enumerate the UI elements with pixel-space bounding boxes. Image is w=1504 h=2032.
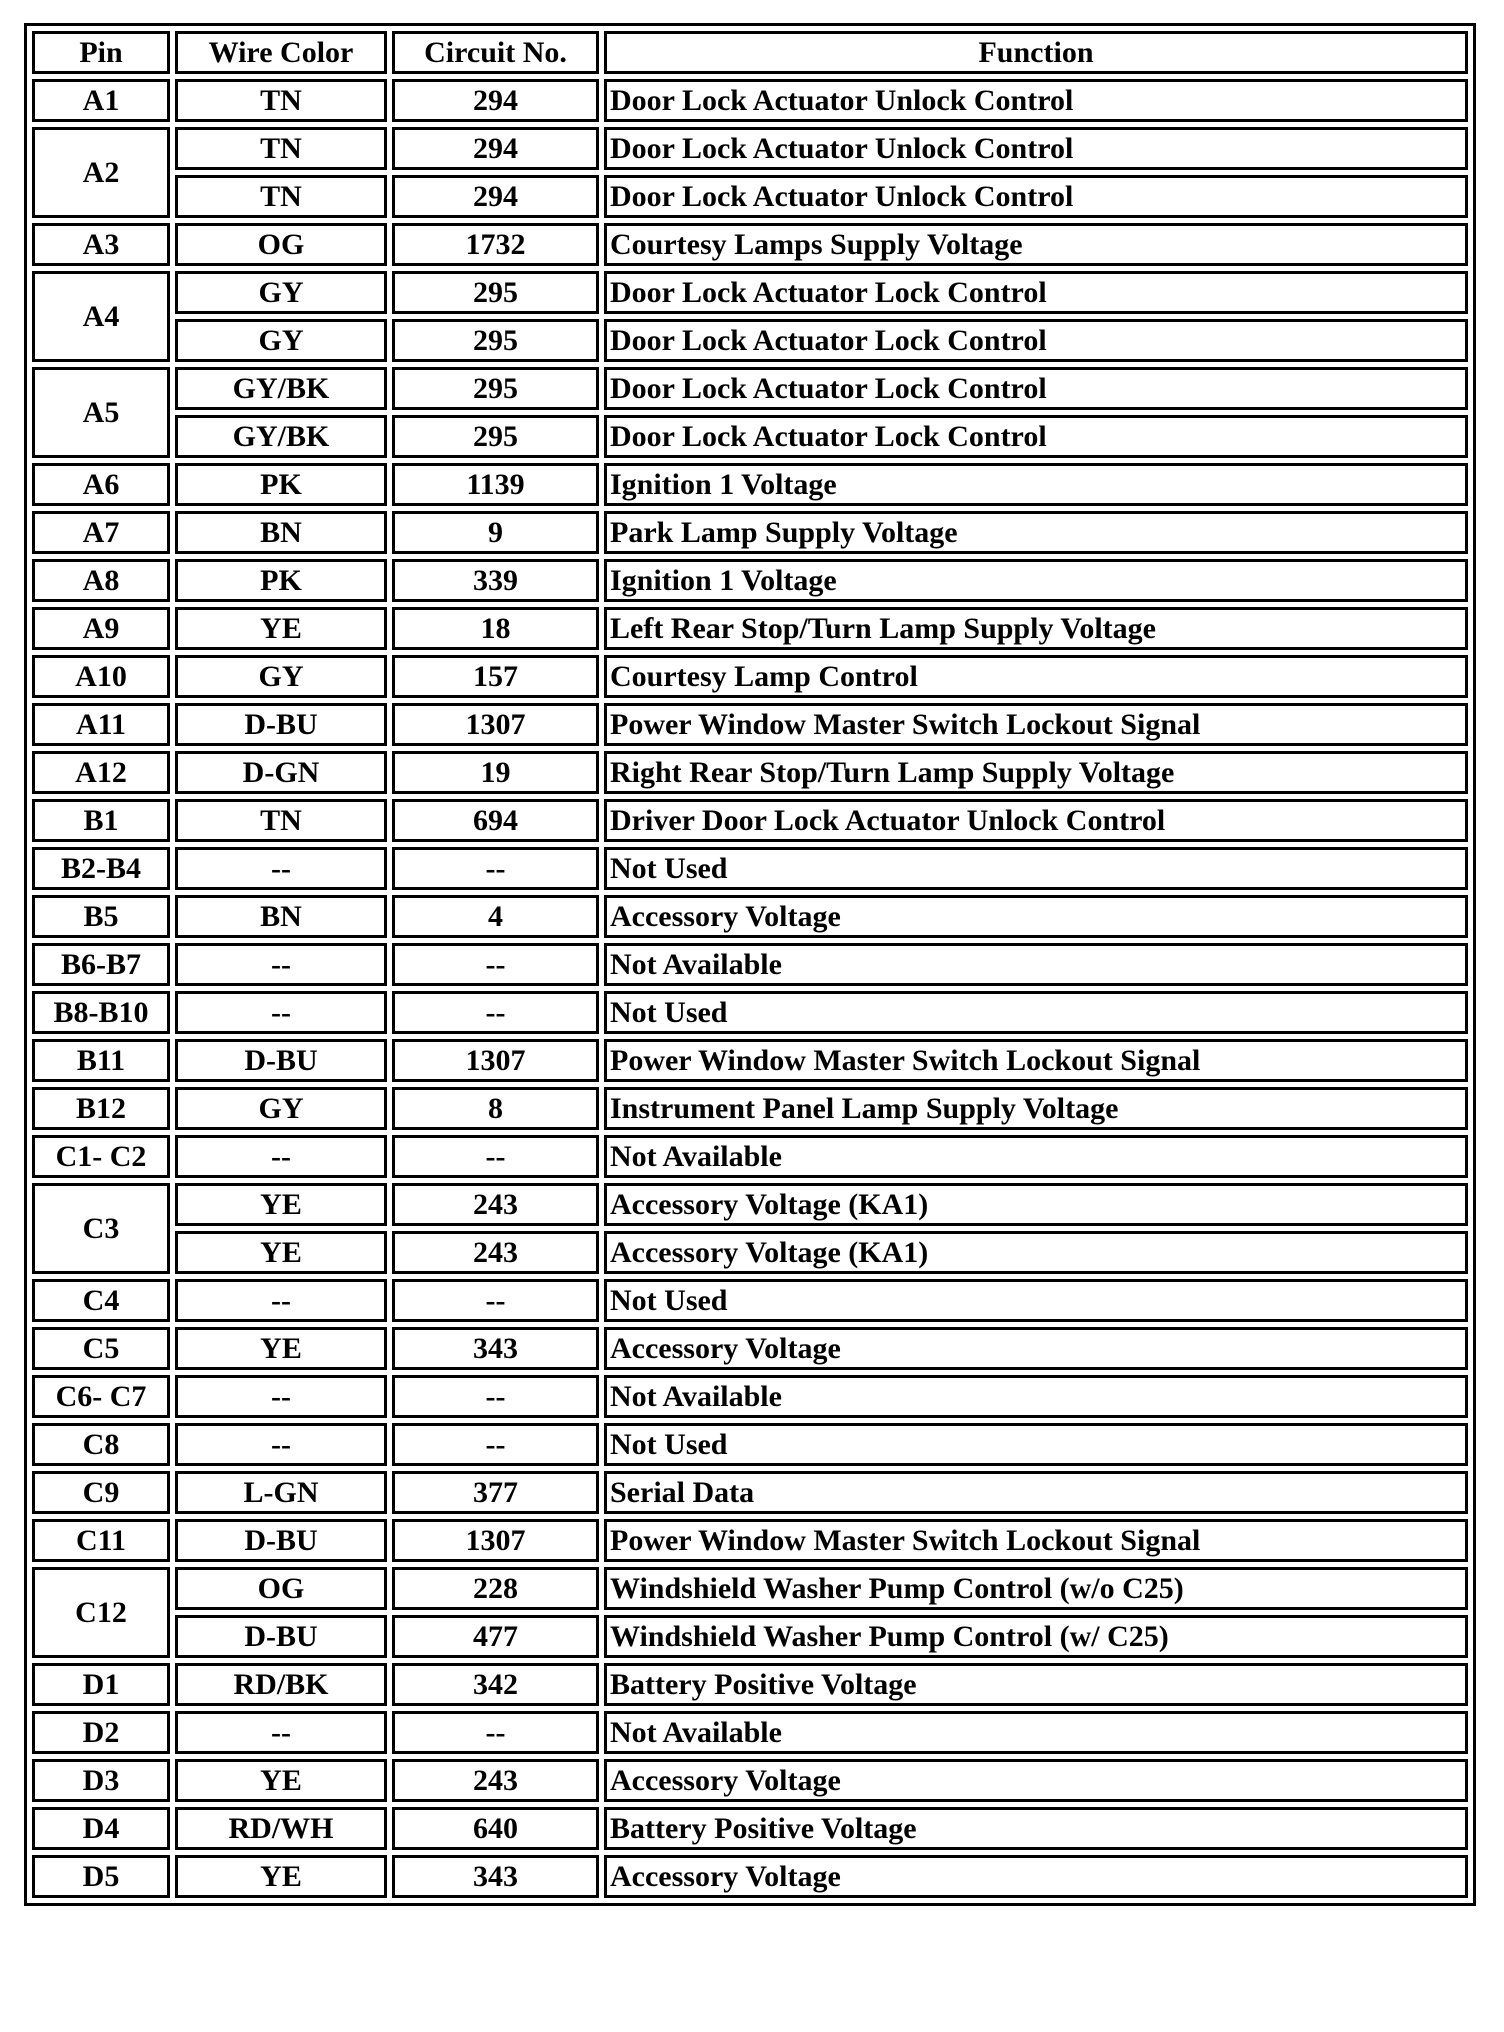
- circuit-no-cell: 343: [392, 1855, 599, 1898]
- function-cell: Not Used: [604, 991, 1468, 1034]
- pin-cell: A10: [32, 655, 170, 698]
- wire-color-cell: TN: [175, 79, 387, 122]
- wire-color-cell: --: [175, 943, 387, 986]
- wire-color-cell: OG: [175, 223, 387, 266]
- circuit-no-cell: 19: [392, 751, 599, 794]
- table-row: [32, 1087, 1468, 1130]
- table-row: [32, 1375, 1468, 1418]
- table-row: [32, 1327, 1468, 1370]
- header-wire-color: Wire Color: [175, 31, 387, 74]
- table-row: [32, 1663, 1468, 1706]
- function-cell: Door Lock Actuator Lock Control: [604, 319, 1468, 362]
- function-cell: Door Lock Actuator Unlock Control: [604, 175, 1468, 218]
- circuit-no-cell: 295: [392, 367, 599, 410]
- table-row: [32, 1231, 1468, 1274]
- function-cell: Power Window Master Switch Lockout Signal: [604, 703, 1468, 746]
- table-row: [32, 223, 1468, 266]
- wire-color-cell: RD/WH: [175, 1807, 387, 1850]
- circuit-no-cell: --: [392, 1135, 599, 1178]
- function-cell: Left Rear Stop/Turn Lamp Supply Voltage: [604, 607, 1468, 650]
- function-cell: Instrument Panel Lamp Supply Voltage: [604, 1087, 1468, 1130]
- function-cell: Door Lock Actuator Lock Control: [604, 367, 1468, 410]
- pin-cell: B11: [32, 1039, 170, 1082]
- wire-color-cell: --: [175, 1423, 387, 1466]
- circuit-no-cell: 1139: [392, 463, 599, 506]
- pin-cell: C1- C2: [32, 1135, 170, 1178]
- wire-color-cell: GY/BK: [175, 415, 387, 458]
- pin-cell: C8: [32, 1423, 170, 1466]
- circuit-no-cell: --: [392, 1423, 599, 1466]
- pin-cell: C9: [32, 1471, 170, 1514]
- circuit-no-cell: --: [392, 943, 599, 986]
- wire-color-cell: GY: [175, 271, 387, 314]
- wire-color-cell: BN: [175, 895, 387, 938]
- function-cell: Right Rear Stop/Turn Lamp Supply Voltage: [604, 751, 1468, 794]
- pin-cell: A12: [32, 751, 170, 794]
- table-row: [32, 847, 1468, 890]
- pin-cell: C3: [32, 1183, 170, 1274]
- pin-cell: A9: [32, 607, 170, 650]
- wire-color-cell: YE: [175, 1855, 387, 1898]
- wire-color-cell: GY: [175, 319, 387, 362]
- circuit-no-cell: 295: [392, 415, 599, 458]
- function-cell: Not Used: [604, 847, 1468, 890]
- table-row: [32, 1423, 1468, 1466]
- circuit-no-cell: 18: [392, 607, 599, 650]
- circuit-no-cell: 243: [392, 1183, 599, 1226]
- function-cell: Windshield Washer Pump Control (w/ C25): [604, 1615, 1468, 1658]
- table-row: [32, 367, 1468, 410]
- wire-color-cell: YE: [175, 607, 387, 650]
- circuit-no-cell: --: [392, 1711, 599, 1754]
- circuit-no-cell: 295: [392, 271, 599, 314]
- wire-color-cell: PK: [175, 559, 387, 602]
- wire-color-cell: D-BU: [175, 1039, 387, 1082]
- pin-cell: B1: [32, 799, 170, 842]
- wire-color-cell: YE: [175, 1759, 387, 1802]
- pin-cell: C4: [32, 1279, 170, 1322]
- circuit-no-cell: 342: [392, 1663, 599, 1706]
- wire-color-cell: PK: [175, 463, 387, 506]
- table-row: [32, 1711, 1468, 1754]
- wire-color-cell: GY/BK: [175, 367, 387, 410]
- wire-color-cell: YE: [175, 1327, 387, 1370]
- function-cell: Accessory Voltage: [604, 1759, 1468, 1802]
- wire-color-cell: BN: [175, 511, 387, 554]
- circuit-no-cell: 339: [392, 559, 599, 602]
- wire-color-cell: TN: [175, 127, 387, 170]
- wire-color-cell: D-BU: [175, 1519, 387, 1562]
- circuit-no-cell: --: [392, 991, 599, 1034]
- circuit-no-cell: 294: [392, 175, 599, 218]
- circuit-no-cell: --: [392, 1279, 599, 1322]
- table-row: [32, 127, 1468, 170]
- wire-color-cell: --: [175, 847, 387, 890]
- table-row: [32, 703, 1468, 746]
- wire-color-cell: --: [175, 991, 387, 1034]
- pin-cell: A2: [32, 127, 170, 218]
- pin-cell: A5: [32, 367, 170, 458]
- table-row: [32, 1855, 1468, 1898]
- table-row: [32, 895, 1468, 938]
- circuit-no-cell: 294: [392, 127, 599, 170]
- wire-color-cell: --: [175, 1375, 387, 1418]
- table-row: [32, 319, 1468, 362]
- pin-cell: C11: [32, 1519, 170, 1562]
- pin-cell: D2: [32, 1711, 170, 1754]
- function-cell: Door Lock Actuator Unlock Control: [604, 127, 1468, 170]
- table-row: [32, 559, 1468, 602]
- pin-cell: B2-B4: [32, 847, 170, 890]
- table-row: [32, 1807, 1468, 1850]
- wire-color-cell: D-BU: [175, 1615, 387, 1658]
- circuit-no-cell: 377: [392, 1471, 599, 1514]
- circuit-no-cell: 9: [392, 511, 599, 554]
- circuit-no-cell: 1307: [392, 1519, 599, 1562]
- circuit-no-cell: 477: [392, 1615, 599, 1658]
- table-row: [32, 1039, 1468, 1082]
- pin-cell: A7: [32, 511, 170, 554]
- function-cell: Not Used: [604, 1423, 1468, 1466]
- wire-color-cell: TN: [175, 799, 387, 842]
- circuit-no-cell: 1732: [392, 223, 599, 266]
- function-cell: Courtesy Lamps Supply Voltage: [604, 223, 1468, 266]
- function-cell: Courtesy Lamp Control: [604, 655, 1468, 698]
- function-cell: Battery Positive Voltage: [604, 1663, 1468, 1706]
- function-cell: Door Lock Actuator Unlock Control: [604, 79, 1468, 122]
- pin-cell: C5: [32, 1327, 170, 1370]
- pin-cell: D5: [32, 1855, 170, 1898]
- wire-color-cell: D-GN: [175, 751, 387, 794]
- pin-cell: B5: [32, 895, 170, 938]
- table-row: [32, 799, 1468, 842]
- table-row: [32, 991, 1468, 1034]
- pin-cell: D1: [32, 1663, 170, 1706]
- table-row: [32, 1519, 1468, 1562]
- function-cell: Battery Positive Voltage: [604, 1807, 1468, 1850]
- table-header: [32, 31, 1468, 74]
- function-cell: Not Available: [604, 1135, 1468, 1178]
- function-cell: Driver Door Lock Actuator Unlock Control: [604, 799, 1468, 842]
- wire-color-cell: L-GN: [175, 1471, 387, 1514]
- table-row: [32, 607, 1468, 650]
- circuit-no-cell: 243: [392, 1759, 599, 1802]
- table-row: [32, 1567, 1468, 1610]
- table-row: [32, 943, 1468, 986]
- circuit-no-cell: 157: [392, 655, 599, 698]
- circuit-no-cell: 4: [392, 895, 599, 938]
- table-row: [32, 463, 1468, 506]
- circuit-no-cell: 295: [392, 319, 599, 362]
- function-cell: Accessory Voltage: [604, 1855, 1468, 1898]
- table-row: [32, 175, 1468, 218]
- circuit-no-cell: 1307: [392, 1039, 599, 1082]
- header-circuit-no: Circuit No.: [392, 31, 599, 74]
- table-row: [32, 1471, 1468, 1514]
- pin-cell: C12: [32, 1567, 170, 1658]
- table-row: [32, 1279, 1468, 1322]
- pin-cell: A8: [32, 559, 170, 602]
- function-cell: Door Lock Actuator Lock Control: [604, 415, 1468, 458]
- pin-cell: A4: [32, 271, 170, 362]
- pin-cell: C6- C7: [32, 1375, 170, 1418]
- table-row: [32, 1135, 1468, 1178]
- circuit-no-cell: 343: [392, 1327, 599, 1370]
- header-function: Function: [604, 31, 1468, 74]
- table-body: [32, 79, 1468, 1898]
- wire-color-cell: RD/BK: [175, 1663, 387, 1706]
- connector-pinout-table: [24, 23, 1476, 1906]
- table-row: [32, 415, 1468, 458]
- header-pin: Pin: [32, 31, 170, 74]
- function-cell: Accessory Voltage: [604, 895, 1468, 938]
- function-cell: Door Lock Actuator Lock Control: [604, 271, 1468, 314]
- table-row: [32, 751, 1468, 794]
- function-cell: Park Lamp Supply Voltage: [604, 511, 1468, 554]
- wire-color-cell: GY: [175, 1087, 387, 1130]
- table-row: [32, 79, 1468, 122]
- pin-cell: B6-B7: [32, 943, 170, 986]
- pin-cell: A1: [32, 79, 170, 122]
- function-cell: Windshield Washer Pump Control (w/o C25): [604, 1567, 1468, 1610]
- function-cell: Not Available: [604, 1375, 1468, 1418]
- function-cell: Not Available: [604, 1711, 1468, 1754]
- pin-cell: D3: [32, 1759, 170, 1802]
- function-cell: Not Used: [604, 1279, 1468, 1322]
- table-row: [32, 1183, 1468, 1226]
- function-cell: Serial Data: [604, 1471, 1468, 1514]
- function-cell: Accessory Voltage (KA1): [604, 1231, 1468, 1274]
- wire-color-cell: --: [175, 1279, 387, 1322]
- function-cell: Ignition 1 Voltage: [604, 559, 1468, 602]
- wire-color-cell: --: [175, 1711, 387, 1754]
- circuit-no-cell: 1307: [392, 703, 599, 746]
- wire-color-cell: --: [175, 1135, 387, 1178]
- table-row: [32, 271, 1468, 314]
- circuit-no-cell: 228: [392, 1567, 599, 1610]
- circuit-no-cell: 640: [392, 1807, 599, 1850]
- wire-color-cell: OG: [175, 1567, 387, 1610]
- pin-cell: A6: [32, 463, 170, 506]
- wire-color-cell: D-BU: [175, 703, 387, 746]
- pin-cell: B8-B10: [32, 991, 170, 1034]
- pin-cell: A3: [32, 223, 170, 266]
- function-cell: Ignition 1 Voltage: [604, 463, 1468, 506]
- function-cell: Accessory Voltage: [604, 1327, 1468, 1370]
- circuit-no-cell: --: [392, 847, 599, 890]
- wire-color-cell: GY: [175, 655, 387, 698]
- function-cell: Not Available: [604, 943, 1468, 986]
- table-row: [32, 1615, 1468, 1658]
- wire-color-cell: TN: [175, 175, 387, 218]
- wire-color-cell: YE: [175, 1231, 387, 1274]
- pin-cell: B12: [32, 1087, 170, 1130]
- pin-cell: A11: [32, 703, 170, 746]
- circuit-no-cell: --: [392, 1375, 599, 1418]
- circuit-no-cell: 294: [392, 79, 599, 122]
- function-cell: Accessory Voltage (KA1): [604, 1183, 1468, 1226]
- wire-color-cell: YE: [175, 1183, 387, 1226]
- table-row: [32, 1759, 1468, 1802]
- table-row: [32, 655, 1468, 698]
- circuit-no-cell: 243: [392, 1231, 599, 1274]
- function-cell: Power Window Master Switch Lockout Signal: [604, 1039, 1468, 1082]
- header-row: [32, 31, 1468, 74]
- pin-cell: D4: [32, 1807, 170, 1850]
- table-row: [32, 511, 1468, 554]
- function-cell: Power Window Master Switch Lockout Signal: [604, 1519, 1468, 1562]
- circuit-no-cell: 8: [392, 1087, 599, 1130]
- circuit-no-cell: 694: [392, 799, 599, 842]
